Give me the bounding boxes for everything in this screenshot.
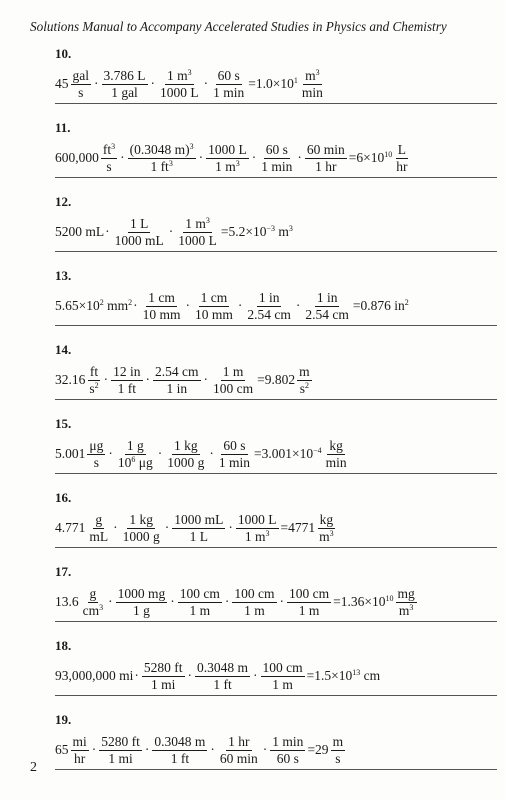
denominator: 60 min — [219, 750, 258, 766]
page-number: 2 — [30, 760, 37, 775]
conversion-factor — [152, 734, 207, 767]
conversion-equation — [55, 64, 327, 104]
conversion-factor — [102, 68, 148, 101]
equation-term: $=6\times 10^{10}$ — [348, 150, 393, 165]
divider-rule — [55, 399, 497, 400]
denominator: 1000 L — [178, 232, 217, 248]
conversion-equation — [55, 286, 409, 326]
denominator: 1 ft — [213, 676, 232, 692]
numerator: mi — [72, 733, 87, 749]
numerator: m — [299, 363, 310, 379]
denominator: 1 mi — [151, 676, 176, 692]
multiply-dot: · — [237, 298, 243, 313]
conversion-factor — [211, 364, 255, 397]
conversion-factor — [142, 660, 185, 693]
numerator: 1000 L — [237, 511, 277, 527]
numerator: 100 cm — [262, 659, 303, 675]
conversion-factor — [211, 68, 246, 101]
equation-term: $=1.5\times 10^{13}$ cm — [306, 668, 381, 683]
denominator: 1000 g — [167, 454, 205, 470]
denominator: 1 m — [272, 676, 293, 692]
conversion-factor — [270, 734, 305, 767]
conversion-factor — [259, 142, 294, 175]
denominator: 1 m — [189, 602, 211, 618]
divider-rule — [55, 621, 497, 622]
denominator: 1 mi — [108, 750, 133, 766]
multiply-dot: · — [105, 224, 110, 239]
equation-term: $5.65\times 10^2$ $mm^2$ — [55, 298, 133, 313]
numerator: 1000 mL — [174, 511, 224, 527]
denominator: 1 g — [133, 602, 150, 618]
denominator: s — [106, 158, 112, 174]
numerator: (0.3048 m)$^3$ — [129, 141, 194, 157]
numerator: 1 hr — [228, 733, 250, 749]
conversion-factor — [99, 734, 142, 767]
multiply-dot: · — [108, 594, 113, 609]
conversion-factor — [217, 438, 252, 471]
multiply-dot: · — [224, 594, 230, 609]
conversion-factor — [71, 734, 89, 767]
conversion-factor — [218, 734, 260, 767]
denominator: 60 s — [276, 750, 299, 766]
multiply-dot: · — [203, 372, 209, 387]
equation-term: 600,000 — [55, 150, 99, 165]
numerator: $ft^3$ — [102, 141, 116, 157]
numerator: 100 cm — [289, 585, 330, 601]
numerator: mg — [397, 585, 415, 601]
conversion-factor — [101, 142, 117, 175]
equation-term: =9.802 — [257, 372, 296, 387]
denominator: 1 m — [244, 602, 265, 618]
equation-term: $=1.0\times 10^1$ — [248, 76, 298, 91]
problem-number: 11. — [55, 120, 71, 135]
conversion-equation — [55, 360, 314, 400]
denominator: 2.54 cm — [305, 306, 349, 322]
numerator: gal — [72, 67, 89, 83]
multiply-dot: · — [187, 668, 193, 683]
numerator: 1 $m^3$ — [166, 67, 192, 83]
multiply-dot: · — [91, 742, 97, 757]
conversion-factor — [116, 438, 155, 471]
numerator: 5280 ft — [101, 733, 140, 749]
conversion-factor — [111, 364, 142, 397]
denominator: 1 min — [261, 158, 293, 174]
multiply-dot: · — [164, 520, 170, 535]
conversion-factor — [396, 586, 417, 619]
denominator: hr — [396, 158, 408, 174]
numerator: 1 kg — [174, 437, 198, 453]
problem-number: 14. — [55, 342, 72, 357]
numerator: 1 kg — [129, 511, 153, 527]
numerator: 0.3048 m — [154, 733, 206, 749]
problem-number: 16. — [55, 490, 72, 505]
numerator: 0.3048 m — [197, 659, 249, 675]
denominator: 1000 L — [160, 84, 199, 100]
equation-term: 93,000,000 mi — [55, 668, 134, 683]
denominator: min — [301, 84, 323, 100]
denominator: mL — [89, 528, 109, 544]
multiply-dot: · — [279, 594, 285, 609]
numerator: $m^3$ — [305, 67, 320, 83]
numerator: 1 g — [126, 437, 144, 453]
numerator: 1 $m^3$ — [185, 215, 210, 231]
denominator: $s^2$ — [89, 380, 99, 396]
problem-block — [55, 194, 497, 268]
conversion-factor — [71, 68, 92, 101]
numerator: 60 s — [223, 437, 246, 453]
conversion-equation — [55, 434, 351, 474]
divider-rule — [55, 325, 497, 326]
denominator: 1000 mL — [114, 232, 164, 248]
conversion-factor — [116, 586, 168, 619]
denominator: 2.54 cm — [247, 306, 291, 322]
conversion-factor — [87, 512, 110, 545]
equation-term: 4.771 — [55, 520, 86, 535]
equation-term: 32.16 — [55, 372, 86, 387]
numerator: 60 min — [306, 141, 345, 157]
denominator: 1 $m^3$ — [244, 528, 270, 544]
conversion-factor — [331, 734, 346, 767]
numerator: 1000 mg — [117, 585, 166, 601]
denominator: 1 min — [218, 454, 251, 470]
problem-block — [55, 120, 497, 194]
equation-term: 5200 mL — [55, 224, 105, 239]
problem-block — [55, 490, 497, 564]
problem-number: 17. — [55, 564, 72, 579]
multiply-dot: · — [120, 150, 125, 165]
numerator: 1 cm — [200, 289, 228, 305]
denominator: $m^3$ — [319, 528, 334, 544]
equation-term: $=5.2\times 10^{-3}$ $m^3$ — [220, 224, 293, 239]
conversion-factor — [113, 216, 166, 249]
equation-term: =0.876 $in^2$ — [352, 298, 409, 313]
numerator: 1 in — [258, 289, 280, 305]
denominator: $10^6$ μg — [117, 454, 153, 470]
numerator: L — [397, 141, 407, 157]
denominator: 1 in — [166, 380, 188, 396]
equation-term: $=1.36\times 10^{10}$ — [333, 594, 394, 609]
equation-term: 65 — [55, 742, 69, 757]
numerator: ft — [89, 363, 99, 379]
problem-block — [55, 268, 497, 342]
conversion-factor — [394, 142, 409, 175]
multiply-dot: · — [94, 76, 99, 91]
multiply-dot: · — [103, 372, 109, 387]
conversion-factor — [287, 586, 331, 619]
conversion-factor — [141, 290, 183, 323]
conversion-factor — [245, 290, 293, 323]
conversion-factor — [158, 68, 201, 101]
numerator: 1 L — [130, 215, 149, 231]
equation-term: 45 — [55, 76, 69, 91]
conversion-factor — [195, 660, 250, 693]
denominator: $s^2$ — [299, 380, 310, 396]
equation-term: 5.001 — [55, 446, 86, 461]
problem-number: 12. — [55, 194, 72, 209]
conversion-factor — [324, 438, 349, 471]
conversion-factor — [176, 216, 219, 249]
denominator: 1 ft — [170, 750, 190, 766]
multiply-dot: · — [170, 594, 175, 609]
conversion-factor — [87, 438, 105, 471]
numerator: 1 m — [222, 363, 244, 379]
conversion-factor — [297, 364, 312, 397]
multiply-dot: · — [113, 520, 118, 535]
denominator: 1 hr — [315, 158, 337, 174]
equation-term: $=3.001\times 10^{-4}$ — [254, 446, 322, 461]
numerator: 1 in — [316, 289, 338, 305]
problem-block — [55, 564, 497, 638]
problem-number: 18. — [55, 638, 72, 653]
equation-term: =29 — [307, 742, 329, 757]
numerator: 5280 ft — [143, 659, 183, 675]
problem-block — [55, 712, 497, 786]
conversion-factor — [178, 586, 222, 619]
conversion-factor — [300, 68, 325, 101]
denominator: 1 $m^3$ — [215, 158, 240, 174]
numerator: 3.786 L — [103, 67, 146, 83]
conversion-equation — [55, 730, 347, 770]
conversion-factor — [165, 438, 206, 471]
conversion-factor — [87, 364, 100, 397]
numerator: g — [95, 511, 103, 527]
conversion-factor — [153, 364, 201, 397]
multiply-dot: · — [251, 150, 257, 165]
denominator: s — [335, 750, 341, 766]
conversion-factor — [172, 512, 225, 545]
denominator: 100 cm — [213, 380, 254, 396]
denominator: 1 m — [298, 602, 320, 618]
conversion-factor — [206, 142, 249, 175]
multiply-dot: · — [108, 446, 113, 461]
multiply-dot: · — [198, 150, 204, 165]
conversion-equation — [55, 508, 338, 548]
numerator: 100 cm — [179, 585, 220, 601]
problem-block — [55, 416, 497, 490]
numerator: 60 s — [217, 67, 240, 83]
problem-number: 13. — [55, 268, 72, 283]
numerator: 1 min — [272, 733, 304, 749]
conversion-factor — [261, 660, 305, 693]
denominator: hr — [74, 750, 86, 766]
conversion-factor — [236, 512, 279, 545]
multiply-dot: · — [297, 150, 302, 165]
numerator: 1 cm — [148, 289, 175, 305]
numerator: kg — [329, 437, 343, 453]
problem-block — [55, 638, 497, 712]
multiply-dot: · — [209, 446, 214, 461]
denominator: s — [78, 84, 84, 100]
divider-rule — [55, 177, 497, 178]
equation-term: =4771 — [280, 520, 316, 535]
problem-number: 15. — [55, 416, 72, 431]
multiply-dot: · — [210, 742, 215, 757]
numerator: 12 in — [113, 363, 141, 379]
numerator: m — [332, 733, 344, 749]
denominator: 10 mm — [142, 306, 181, 322]
multiply-dot: · — [185, 298, 191, 313]
problem-block — [55, 46, 497, 120]
multiply-dot: · — [228, 520, 233, 535]
denominator: 1 min — [213, 84, 245, 100]
numerator: 60 s — [265, 141, 288, 157]
conversion-factor — [232, 586, 276, 619]
conversion-equation — [55, 212, 293, 252]
conversion-equation — [55, 138, 412, 178]
multiply-dot: · — [295, 298, 301, 313]
multiply-dot: · — [203, 76, 209, 91]
divider-rule — [55, 473, 497, 474]
denominator: min — [325, 454, 347, 470]
conversion-factor — [193, 290, 235, 323]
denominator: $cm^3$ — [82, 602, 104, 618]
denominator: $m^3$ — [398, 602, 414, 618]
conversion-factor — [128, 142, 196, 175]
numerator: g — [89, 585, 97, 601]
running-header: Solutions Manual to Accompany Accelerated Studies in Physics and Chemistry — [30, 19, 447, 34]
denominator: 1 $ft^3$ — [150, 158, 173, 174]
multiply-dot: · — [168, 224, 174, 239]
problem-number: 10. — [55, 46, 72, 61]
denominator: 1 L — [189, 528, 208, 544]
conversion-factor — [121, 512, 162, 545]
divider-rule — [55, 251, 497, 252]
conversion-factor — [317, 512, 336, 545]
divider-rule — [55, 547, 497, 548]
conversion-equation — [55, 656, 380, 696]
conversion-factor — [305, 142, 347, 175]
denominator: 10 mm — [195, 306, 233, 322]
conversion-equation — [55, 582, 419, 622]
numerator: 1000 L — [208, 141, 247, 157]
numerator: 2.54 cm — [155, 363, 199, 379]
divider-rule — [55, 695, 497, 696]
denominator: s — [93, 454, 99, 470]
multiply-dot: · — [253, 668, 258, 683]
multiply-dot: · — [262, 742, 268, 757]
problem-number: 19. — [55, 712, 72, 727]
problem-block — [55, 342, 497, 416]
conversion-factor — [81, 586, 106, 619]
denominator: 1 ft — [117, 380, 137, 396]
multiply-dot: · — [157, 446, 163, 461]
denominator: 1000 g — [122, 528, 160, 544]
divider-rule — [55, 103, 497, 104]
denominator: 1 gal — [111, 84, 138, 100]
numerator: μg — [89, 437, 104, 453]
multiply-dot: · — [134, 668, 139, 683]
multiply-dot: · — [150, 76, 155, 91]
multiply-dot: · — [144, 742, 150, 757]
multiply-dot: · — [145, 372, 151, 387]
multiply-dot: · — [133, 298, 138, 313]
numerator: 100 cm — [234, 585, 275, 601]
conversion-factor — [303, 290, 351, 323]
divider-rule — [55, 769, 497, 770]
equation-term: 13.6 — [55, 594, 79, 609]
numerator: kg — [319, 511, 334, 527]
